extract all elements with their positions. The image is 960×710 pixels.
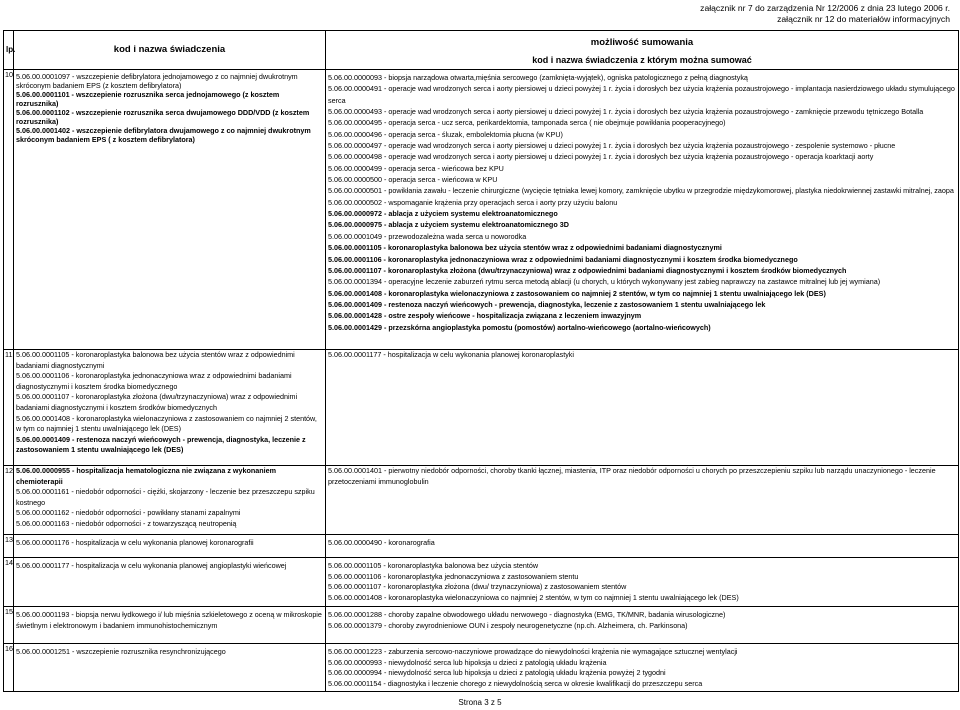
list-item: 5.06.00.0000972 - ablacja z użyciem systemu elektroanatomicznego xyxy=(328,209,558,219)
right-cell xyxy=(326,466,959,535)
list-item: 5.06.00.0000500 - operacja serca - wieńcowa w KPU xyxy=(328,175,498,185)
list-item: 5.06.00.0001402 - wszczepienie defibrylatora dwujamowego z co najmniej dwukrotnym skróconym badaniem EPS ( z kosztem defibrylatora) xyxy=(16,126,311,144)
row-number: 11 xyxy=(4,350,14,466)
row-number: 10 xyxy=(4,70,14,350)
right-cell xyxy=(326,558,959,607)
header-line-1: załącznik nr 7 do zarządzenia Nr 12/2006 z dnia 23 lutego 2006 r. xyxy=(700,3,950,13)
column-header-kod: kod i nazwa świadczenia xyxy=(14,31,326,70)
list-item: 5.06.00.0000993 - niewydolność serca lub hipoksja u dzieci z patologią układu krążenia xyxy=(328,657,607,667)
page-number: Strona 3 z 5 xyxy=(458,698,502,707)
list-item: 5.06.00.0001105 - koronaroplastyka balonowa bez użycia stentów wraz z odpowiednimi badaniami diagnostycznymi xyxy=(328,243,722,253)
list-item: 5.06.00.0001154 - diagnostyka i leczenie chorego z niewydolnością serca w okresie kwalifikacji do przeszczepu serca xyxy=(328,678,703,688)
list-item: 5.06.00.0001251 - wszczepienie rozrusznika resynchronizującego xyxy=(16,647,226,656)
list-item: 5.06.00.0001428 - ostre zespoły wieńcowe - hospitalizacja związana z leczeniem inwazyjnym xyxy=(328,311,642,321)
right-cell xyxy=(326,70,959,350)
list-item: 5.06.00.0001106 - koronaroplastyka jednonaczyniowa z zastosowaniem stentu xyxy=(328,571,579,581)
list-item: 5.06.00.0001409 - restenoza naczyń wieńcowych - prewencja, diagnostyka, leczenie z zastosowaniem 1 stentu uwalniającego lek xyxy=(328,299,766,309)
row-number: 16 xyxy=(4,644,14,692)
list-item: 5.06.00.0001177 - hospitalizacja w celu wykonania planowej koronaroplastyki xyxy=(328,350,574,359)
document-header xyxy=(700,3,950,25)
list-item: 5.06.00.0001193 - biopsja nerwu łydkowego i/ lub mięśnia szkieletowego z oceną w mikroskopie świetlnym i elektronowym i badaniem immunohistochemicznym xyxy=(16,610,322,630)
column-header-lp: lp. xyxy=(4,31,14,70)
list-item: 5.06.00.0001408 - koronaroplastyka wielonaczyniowa z zastosowaniem co najmniej 2 stentów, w tym co najmniej 1 stentu uwalniającego lek (DES) xyxy=(328,288,826,298)
right-cell xyxy=(326,607,959,644)
row-number: 13 xyxy=(4,535,14,558)
list-item: 5.06.00.0000975 - ablacja z użyciem systemu elektroanatomicznego 3D xyxy=(328,220,569,230)
left-cell xyxy=(14,644,326,692)
left-cell xyxy=(14,466,326,535)
left-cell xyxy=(14,70,326,350)
table-row xyxy=(4,558,959,607)
summation-table xyxy=(3,30,959,692)
row-number: 14 xyxy=(4,558,14,607)
list-item: 5.06.00.0001163 - niedobór odporności - z towarzyszącą neutropenią xyxy=(16,518,237,528)
column-subheader: kod i nazwa świadczenia z którym można sumować xyxy=(326,55,959,70)
header-line-2: załącznik nr 12 do materiałów informacyjnych xyxy=(777,14,950,24)
list-item: 5.06.00.0000501 - powikłania zawału - leczenie chirurgiczne (wycięcie tętniaka lewej komory, zamknięcie ubytku w przegrodzie międzykomorowej, plastyka niedokrwiennej zastawki mitralnej, zaopa xyxy=(328,186,954,196)
list-item: 5.06.00.0001409 - restenoza naczyń wieńcowych - prewencja, diagnostyka, leczenie z zastosowaniem 1 stentu uwalniającego lek (DES) xyxy=(16,434,306,455)
left-cell xyxy=(14,535,326,558)
list-item: 5.06.00.0001107 - koronaroplastyka złożona (dwu/trzynaczyniowa) wraz z odpowiednimi badaniami diagnostycznymi i kosztem środków biomedycznych xyxy=(16,392,298,412)
list-item: 5.06.00.0000490 - koronarografia xyxy=(328,538,435,547)
table-row xyxy=(4,466,959,535)
list-item: 5.06.00.0000493 - operacje wad wrodzonych serca i aorty piersiowej u dzieci powyżej 1 r. życia i dorosłych bez użycia krążenia pozaustrojowego - zamknięcie przewodu tętniczego Botalla xyxy=(328,107,924,117)
list-item: 5.06.00.0001408 - koronaroplastyka wielonaczyniowa co najmniej 2 stentów, w tym co najmniej 1 stentu uwalniającego lek (DES) xyxy=(328,592,739,602)
list-item: 5.06.00.0001097 - wszczepienie defibrylatora jednojamowego z co najmniej dwukrotnym skróconym badaniem EPS (z kosztem defibrylatora) xyxy=(16,72,298,90)
list-item: 5.06.00.0000994 - niewydolność serca lub hipoksja u dzieci z patologią układu krążenia powyżej 2 tygodni xyxy=(328,668,666,678)
left-cell xyxy=(14,607,326,644)
list-item: 5.06.00.0000496 - operacja serca - śluzak, embolektomia płucna (w KPU) xyxy=(328,129,563,139)
list-item: 5.06.00.0001107 - koronaroplastyka złożona (dwu/trzynaczyniowa) wraz z odpowiednimi badaniami diagnostycznymi i kosztem środków biomedycznych xyxy=(328,265,847,275)
list-item: 5.06.00.0000491 - operacje wad wrodzonych serca i aorty piersiowej u dzieci powyżej 1 r. życia i dorosłych bez użycia krążenia pozaustrojowego - implantacja nasierdziowego układu stymulującego serca xyxy=(328,84,955,105)
table-row xyxy=(4,535,959,558)
list-item: 5.06.00.0001176 - hospitalizacja w celu wykonania planowej koronarografii xyxy=(16,538,254,547)
list-item: 5.06.00.0001401 - pierwotny niedobór odporności, choroby tkanki łącznej, miastenia, ITP oraz niedobór odporności u chorych po przeszczepieniu szpiku lub narządu unaczynionego - leczenie przetoczeniami immunoglobulin xyxy=(328,466,936,486)
table-row xyxy=(4,350,959,466)
right-cell xyxy=(326,644,959,692)
table-row xyxy=(4,607,959,644)
list-item: 5.06.00.0001049 - przewodozależna wada serca u noworodka xyxy=(328,231,527,241)
list-item: 5.06.00.0001105 - koronaroplastyka balonowa bez użycia stentów wraz z odpowiednimi badaniami diagnostycznymi xyxy=(16,350,295,370)
list-item: 5.06.00.0000093 - biopsja narządowa otwarta,mięśnia sercowego (zamknięta-wyjątek), ogniska patologicznego z pełną diagnostyką xyxy=(328,73,748,82)
row-number: 12 xyxy=(4,466,14,535)
table-row xyxy=(4,70,959,350)
list-item: 5.06.00.0001177 - hospitalizacja w celu wykonania planowej angioplastyki wieńcowej xyxy=(16,561,287,570)
column-header-mozliwosc: możliwość sumowania xyxy=(326,31,959,55)
list-item: 5.06.00.0001288 - choroby zapalne obwodowego układu nerwowego - diagnostyka (EMG, TK/MNR, badania wirusologiczne) xyxy=(328,610,726,619)
right-cell xyxy=(326,350,959,466)
list-item: 5.06.00.0000495 - operacja serca - ucz serca, perikardektomia, tamponada serca ( nie obejmuje powikłania pooperacyjnego) xyxy=(328,118,726,128)
list-item: 5.06.00.0000499 - operacja serca - wieńcowa bez KPU xyxy=(328,163,504,173)
table-row xyxy=(4,644,959,692)
list-item: 5.06.00.0001394 - operacyjne leczenie zaburzeń rytmu serca metodą ablacji (u chorych, u których wykonywany jest zabieg naprawczy na zastawce mitralnej lub jej wymiana) xyxy=(328,277,881,287)
list-item: 5.06.00.0001161 - niedobór odporności - ciężki, skojarzony - leczenie bez przeszczepu szpiku kostnego xyxy=(16,487,315,507)
list-item: 5.06.00.0001106 - koronaroplastyka jednonaczyniowa wraz z odpowiednimi badaniami diagnostycznymi i kosztem środka biomedycznego xyxy=(328,254,798,264)
list-item: 5.06.00.0001107 - koronaroplastyka złożona (dwu/ trzynaczyniowa) z zastosowaniem stentów xyxy=(328,582,627,592)
list-item: 5.06.00.0001162 - niedobór odporności - powikłany stanami zapalnymi xyxy=(16,508,241,518)
list-item: 5.06.00.0001102 - wszczepienie rozrusznika serca dwujamowego DDD/VDD (z kosztem rozrusznika) xyxy=(16,108,310,126)
list-item: 5.06.00.0001379 - choroby zwyrodnieniowe OUN i zespoły neurogenetyczne (np.ch. Alzheimera, ch. Parkinsona) xyxy=(328,620,688,630)
list-item: 5.06.00.0000502 - wspomaganie krążenia przy operacjach serca i aorty przy użyciu balonu xyxy=(328,197,618,207)
list-item: 5.06.00.0001223 - zaburzenia sercowo-naczyniowe prowadzące do niewydolności krążenia nie wymagające sztucznej wentylacji xyxy=(328,647,738,656)
right-cell xyxy=(326,535,959,558)
left-cell xyxy=(14,558,326,607)
list-item: 5.06.00.0000497 - operacje wad wrodzonych serca i aorty piersiowej u dzieci powyżej 1 r. życia i dorosłych bez użycia krążenia pozaustrojowego - zespolenie systemowo - płucne xyxy=(328,141,896,151)
list-item: 5.06.00.0001408 - koronaroplastyka wielonaczyniowa z zastosowaniem co najmniej 2 stentów, w tym co najmniej 1 stentu uwalniającego lek (DES) xyxy=(16,413,317,434)
left-cell xyxy=(14,350,326,466)
list-item: 5.06.00.0000498 - operacje wad wrodzonych serca i aorty piersiowej u dzieci powyżej 1 r. życia i dorosłych bez użycia krążenia pozaustrojowego - operacja koarktacji aorty xyxy=(328,152,874,162)
list-item: 5.06.00.0001101 - wszczepienie rozrusznika serca jednojamowego (z kosztem rozrusznika) xyxy=(16,90,280,108)
row-number: 15 xyxy=(4,607,14,644)
list-item: 5.06.00.0001429 - przezskórna angioplastyka pomostu (pomostów) aortalno-wieńcowego (aortalno-wieńcowych) xyxy=(328,322,711,332)
list-item: 5.06.00.0000955 - hospitalizacja hematologiczna nie związana z wykonaniem chemioterapii xyxy=(16,466,277,486)
list-item: 5.06.00.0001106 - koronaroplastyka jednonaczyniowa wraz z odpowiednimi badaniami diagnostycznymi i kosztem środka biomedycznego xyxy=(16,371,292,391)
list-item: 5.06.00.0001105 - koronaroplastyka balonowa bez użycia stentów xyxy=(328,561,539,570)
